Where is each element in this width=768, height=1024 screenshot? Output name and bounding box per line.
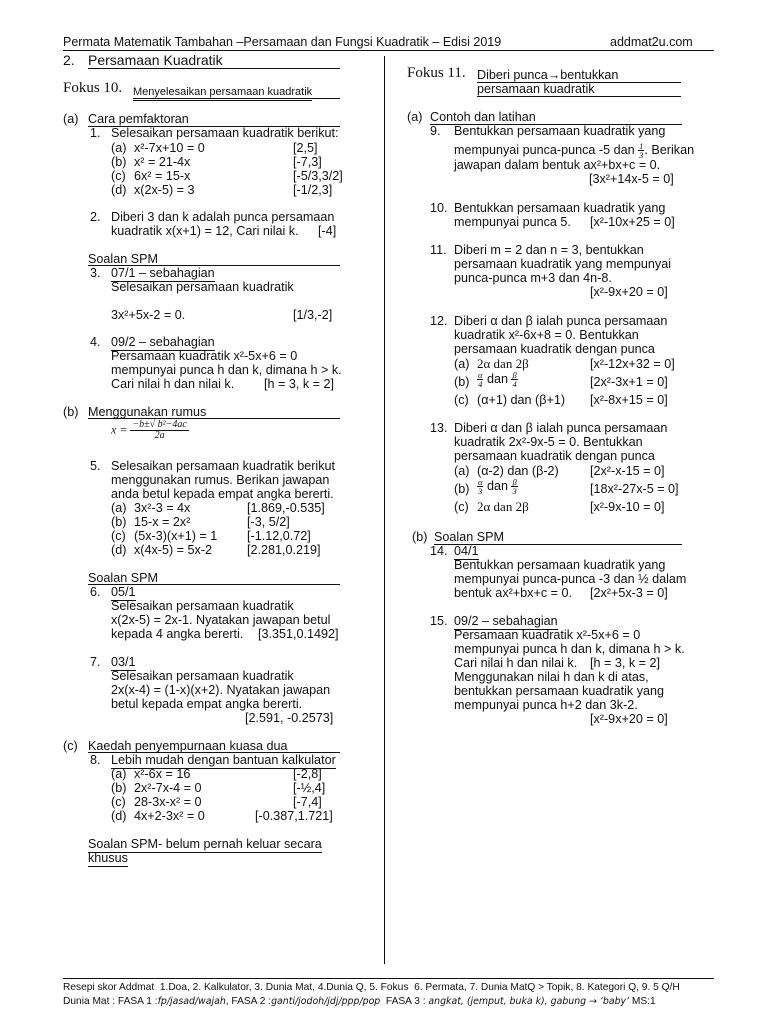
q12b-beta-numerator: β xyxy=(512,370,517,380)
q12b-roots xyxy=(477,371,518,388)
q2-line2: kuadratik x(x+1) = 12, Cari nilai k. xyxy=(111,224,299,238)
q4-line2: mempunyai punca h dan k, dimana h > k. xyxy=(111,363,342,377)
q12b-alpha-fraction xyxy=(477,371,483,388)
fokus-11-subtitle-1: Diberi punca→bentukkan xyxy=(477,68,619,82)
q12a-roots: 2α dan 2β xyxy=(477,356,529,371)
q12-line2: kuadratik x²-6x+8 = 0. Bentukkan xyxy=(454,328,639,342)
section-number: 2. xyxy=(63,52,75,68)
spm-heading-1: Soalan SPM xyxy=(88,252,159,266)
footer-l2-a: Dunia Mat : FASA 1 : xyxy=(63,996,158,1007)
q7-line1: Selesaikan persamaan kuadratik xyxy=(111,669,294,683)
q12b-connector: dan xyxy=(486,371,508,386)
q9-line2-start: mempunyai punca-punca -5 dan xyxy=(454,142,635,157)
q8d-equation: 4x+2-3x² = 0 xyxy=(134,809,205,823)
q13c-roots: 2α dan 2β xyxy=(477,499,529,514)
q9-line1: Bentukkan persamaan kuadratik yang xyxy=(454,124,666,138)
q8a-equation: x²-6x = 16 xyxy=(134,767,191,781)
q7-number: 7. xyxy=(90,655,101,669)
q5a-answer: [1.869,-0.535] xyxy=(247,501,325,515)
q15-line3: Cari nilai h dan nilai k. xyxy=(454,656,578,670)
q12c-answer: [x²-8x+15 = 0] xyxy=(590,393,668,407)
q7-tag: 03/1 xyxy=(111,655,136,669)
q9-fraction-numerator: 1 xyxy=(639,141,644,151)
q15-answer-1: [h = 3, k = 2] xyxy=(590,656,661,670)
q8b-answer: [-½,4] xyxy=(293,781,326,795)
q12b-alpha-denominator: 4 xyxy=(478,379,483,389)
q9-line3: jawapan dalam bentuk ax²+bx+c = 0. xyxy=(454,158,661,172)
q13-line2: kuadratik 2x²-9x-5 = 0. Bentukkan xyxy=(454,435,643,449)
quadratic-formula xyxy=(111,420,189,441)
q5-line1: Selesaikan persamaan kuadratik berikut xyxy=(111,459,336,473)
footer-line-1: Resepi skor Addmat 1.Doa, 2. Kalkulator, 3. Dunia Mat, 4.Dunia Q, 5. Fokus 6. Permata, 7. Dunia MatQ > Topik, 8. Kategori Q, 9. 5 Q/H xyxy=(63,982,680,993)
q12c-roots: (α+1) dan (β+1) xyxy=(477,393,566,407)
footer-l2-e: FASA 3 : xyxy=(380,996,429,1007)
q3-number: 3. xyxy=(90,266,101,280)
q8-number: 8. xyxy=(90,753,101,767)
q1c-equation: 6x² = 15-x xyxy=(134,169,191,183)
q9-number: 9. xyxy=(430,124,441,138)
q11-line1: Diberi m = 2 dan n = 3, bentukkan xyxy=(454,243,644,257)
part-b-right-label: (b) xyxy=(412,530,428,544)
q4-answer: [h = 3, k = 2] xyxy=(264,377,335,391)
q9-fraction-denominator: 3 xyxy=(639,150,644,160)
q6-line3: kepada 4 angka bererti. xyxy=(111,627,244,641)
q7-answer: [2.591, -0.2573] xyxy=(245,711,334,725)
q13a-answer: [2x²-x-15 = 0] xyxy=(590,464,665,478)
q5d-equation: x(4x-5) = 5x-2 xyxy=(134,543,213,557)
q13b-roots xyxy=(477,478,518,495)
q13a-label: (a) xyxy=(454,464,470,478)
q1a-equation: x²-7x+10 = 0 xyxy=(134,141,205,155)
q15-line6: mempunyai punca h+2 dan 3k-2. xyxy=(454,698,638,712)
header-title: Permata Matematik Tambahan –Persamaan dan Fungsi Kuadratik – Edisi 2019 xyxy=(63,35,502,49)
q5c-answer: [-1.12,0.72] xyxy=(247,529,311,543)
q3-answer: [1/3,-2] xyxy=(293,308,333,322)
q10-line2: mempunyai punca 5. xyxy=(454,215,571,229)
part-b-title: Menggunakan rumus xyxy=(88,405,207,419)
fokus-11-underline-2 xyxy=(477,96,681,97)
q8-title: Lebih mudah dengan bantuan kalkulator xyxy=(111,753,336,767)
q11-line3: punca-punca m+3 dan 4n-8. xyxy=(454,271,612,285)
q3-line1: Selesaikan persamaan kuadratik xyxy=(111,280,294,294)
q12b-alpha-numerator: α xyxy=(478,370,483,380)
formula-lhs: x = xyxy=(111,422,128,437)
section-title-underline xyxy=(88,68,340,69)
q10-answer: [x²-10x+25 = 0] xyxy=(590,215,675,229)
q8b-equation: 2x²-7x-4 = 0 xyxy=(134,781,202,795)
footer-l2-g: MS:1 xyxy=(629,996,656,1007)
q8d-answer: [-0.387,1.721] xyxy=(255,809,333,823)
q5c-equation: (5x-3)(x+1) = 1 xyxy=(134,529,218,543)
q5d-answer: [2.281,0.219] xyxy=(247,543,321,557)
q6-line1: Selesaikan persamaan kuadratik xyxy=(111,599,294,613)
q15-number: 15. xyxy=(430,614,448,628)
left-column xyxy=(0,0,384,980)
q8c-answer: [-7,4] xyxy=(293,795,322,809)
q4-line1: Persamaan kuadratik x²-5x+6 = 0 xyxy=(111,349,298,363)
q5a-equation: 3x²-3 = 4x xyxy=(134,501,191,515)
q2-answer: [-4] xyxy=(318,224,337,238)
part-a-label: (a) xyxy=(63,112,79,126)
q5-number: 5. xyxy=(90,459,101,473)
q5-line3: anda betul kepada empat angka bererti. xyxy=(111,487,334,501)
q15-line5: bentukkan persamaan kuadratik yang xyxy=(454,684,665,698)
q3-tag: 07/1 – sebahagian xyxy=(111,266,215,280)
q2-number: 2. xyxy=(90,210,101,224)
q13-number: 13. xyxy=(430,421,448,435)
q15-line1: Persamaan kuadratik x²-5x+6 = 0 xyxy=(454,628,641,642)
q15-line2: mempunyai punca h dan k, dimana h > k. xyxy=(454,642,685,656)
q9-line2-end: . Berikan xyxy=(644,142,695,157)
q7-line3: betul kepada empat angka bererti. xyxy=(111,697,303,711)
q13c-label: (c) xyxy=(454,500,469,514)
part-c-title: Kaedah penyempurnaan kuasa dua xyxy=(88,739,288,753)
part-c-label: (c) xyxy=(63,739,78,753)
footer-rule xyxy=(63,978,714,979)
q6-answer: [3.351,0.1492] xyxy=(258,627,339,641)
q1d-answer: [-1/2,3] xyxy=(293,183,333,197)
q4-number: 4. xyxy=(90,335,101,349)
q12-line3: persamaan kuadratik dengan punca xyxy=(454,342,655,356)
q8b-label: (b) xyxy=(111,781,127,795)
q13b-alpha-fraction xyxy=(477,478,483,495)
q6-line2: x(2x-5) = 2x-1. Nyatakan jawapan betul xyxy=(111,613,331,627)
footer-line-2 xyxy=(63,996,656,1007)
q4-tag: 09/2 – sebahagian xyxy=(111,335,215,349)
q2-line1: Diberi 3 dan k adalah punca persamaan xyxy=(111,210,335,224)
q13b-beta-fraction xyxy=(511,478,517,495)
q13b-answer: [18x²-27x-5 = 0] xyxy=(590,482,679,496)
q8d-label: (d) xyxy=(111,809,127,823)
q12a-label: (a) xyxy=(454,357,470,371)
q1d-label: (d) xyxy=(111,183,127,197)
fokus-10-subtitle: Menyelesaikan persamaan kuadratik xyxy=(133,85,312,101)
q14-line1: Bentukkan persamaan kuadratik yang xyxy=(454,558,666,572)
q12-number: 12. xyxy=(430,314,448,328)
section-title: Persamaan Kuadratik xyxy=(88,52,223,68)
q7-line2: 2x(x-4) = (1-x)(x+2). Nyatakan jawapan xyxy=(111,683,331,697)
spm-heading-2: Soalan SPM xyxy=(88,571,159,585)
q5b-equation: 15-x = 2x² xyxy=(134,515,191,529)
q6-number: 6. xyxy=(90,585,101,599)
q8c-label: (c) xyxy=(111,795,126,809)
q1-number: 1. xyxy=(90,126,101,140)
q12b-label: (b) xyxy=(454,375,470,389)
fokus-10-underline xyxy=(133,98,340,99)
q1-text: Selesaikan persamaan kuadratik berikut: xyxy=(111,126,339,140)
footer-l2-b: fp/jasad/wajah xyxy=(157,996,226,1007)
part-b-underline xyxy=(88,418,340,419)
q15-tag: 09/2 – sebahagian xyxy=(454,614,558,628)
q8c-equation: 28-3x-x² = 0 xyxy=(134,795,202,809)
fokus-11-subtitle-2: persamaan kuadratik xyxy=(477,82,595,96)
q1a-label: (a) xyxy=(111,141,127,155)
formula-numerator: −b±√ b²−4ac xyxy=(132,419,187,430)
q11-line2: persamaan kuadratik yang mempunyai xyxy=(454,257,672,271)
q13b-label: (b) xyxy=(454,482,470,496)
q5a-label: (a) xyxy=(111,501,127,515)
q1b-equation: x² = 21-4x xyxy=(134,155,191,169)
q1b-answer: [-7,3] xyxy=(293,155,322,169)
q8a-label: (a) xyxy=(111,767,127,781)
part-a-right-title: Contoh dan latihan xyxy=(430,110,536,124)
q5c-label: (c) xyxy=(111,529,126,543)
q15-line4: Menggunakan nilai h dan k di atas, xyxy=(454,670,649,684)
fokus-10-label: Fokus 10. xyxy=(63,80,123,96)
spm-heading-3-line2: khusus xyxy=(88,851,128,865)
q1c-label: (c) xyxy=(111,169,126,183)
q5d-label: (d) xyxy=(111,543,127,557)
part-b-label: (b) xyxy=(63,405,79,419)
footer-l2-c: , FASA 2 : xyxy=(225,996,272,1007)
q13a-roots: (α-2) dan (β-2) xyxy=(477,464,559,478)
q8a-answer: [-2,8] xyxy=(293,767,322,781)
q14-number: 14. xyxy=(430,544,448,558)
part-a-title: Cara pemfaktoran xyxy=(88,112,189,126)
part-b-right-title: Soalan SPM xyxy=(434,530,505,544)
q1c-answer: [-5/3,3/2] xyxy=(293,169,343,183)
formula-fraction xyxy=(130,420,188,441)
q3-equation: 3x²+5x-2 = 0. xyxy=(111,308,186,322)
q14-line3: bentuk ax²+bx+c = 0. xyxy=(454,586,572,600)
q13-line1: Diberi α dan β ialah punca persamaan xyxy=(454,421,668,435)
q10-number: 10. xyxy=(430,201,448,215)
q14-answer: [2x²+5x-3 = 0] xyxy=(590,586,668,600)
q12-line1: Diberi α dan β ialah punca persamaan xyxy=(454,314,668,328)
spm-heading-3-line1: Soalan SPM- belum pernah keluar secara xyxy=(88,837,322,851)
q1d-equation: x(2x-5) = 3 xyxy=(134,183,195,197)
q14-tag: 04/1 xyxy=(454,544,479,558)
q14-line2: mempunyai punca-punca -3 dan ½ dalam xyxy=(454,572,687,586)
q12a-answer: [x²-12x+32 = 0] xyxy=(590,357,675,371)
right-column xyxy=(384,0,768,980)
q1b-label: (b) xyxy=(111,155,127,169)
q13b-beta-numerator: β xyxy=(512,477,517,487)
q10-line1: Bentukkan persamaan kuadratik yang xyxy=(454,201,666,215)
q1a-answer: [2,5] xyxy=(293,141,318,155)
q9-line2 xyxy=(454,142,694,159)
q12c-label: (c) xyxy=(454,393,469,407)
footer-l2-d: ganti/jodoh/jdj/ppp/pop xyxy=(271,996,381,1007)
q12b-answer: [2x²-3x+1 = 0] xyxy=(590,375,668,389)
q13b-beta-denominator: 3 xyxy=(512,486,517,496)
q5-line2: menggunakan rumus. Berikan jawapan xyxy=(111,473,330,487)
part-a-right-label: (a) xyxy=(407,110,423,124)
header-website[interactable]: addmat2u.com xyxy=(610,35,693,49)
q11-number: 11. xyxy=(430,243,447,257)
q5b-label: (b) xyxy=(111,515,127,529)
q6-tag: 05/1 xyxy=(111,585,136,599)
q5b-answer: [-3, 5/2] xyxy=(247,515,290,529)
q13-line3: persamaan kuadratik dengan punca xyxy=(454,449,655,463)
q12b-beta-fraction xyxy=(511,371,517,388)
formula-denominator: 2a xyxy=(154,430,165,441)
q15-answer-2: [x²-9x+20 = 0] xyxy=(590,712,668,726)
q11-answer: [x²-9x+20 = 0] xyxy=(590,285,668,299)
q12b-beta-denominator: 4 xyxy=(512,379,517,389)
q13b-alpha-numerator: α xyxy=(478,477,483,487)
fokus-11-label: Fokus 11. xyxy=(407,65,466,81)
q4-line3: Cari nilai h dan nilai k. xyxy=(111,377,235,391)
q13b-connector: dan xyxy=(486,478,508,493)
footer-l2-f: angkat, (jemput, buka k), gabung → ‘baby’ xyxy=(428,996,630,1007)
q9-answer: [3x²+14x-5 = 0] xyxy=(589,172,674,186)
q13b-alpha-denominator: 3 xyxy=(478,486,483,496)
q13c-answer: [x²-9x-10 = 0] xyxy=(590,500,665,514)
